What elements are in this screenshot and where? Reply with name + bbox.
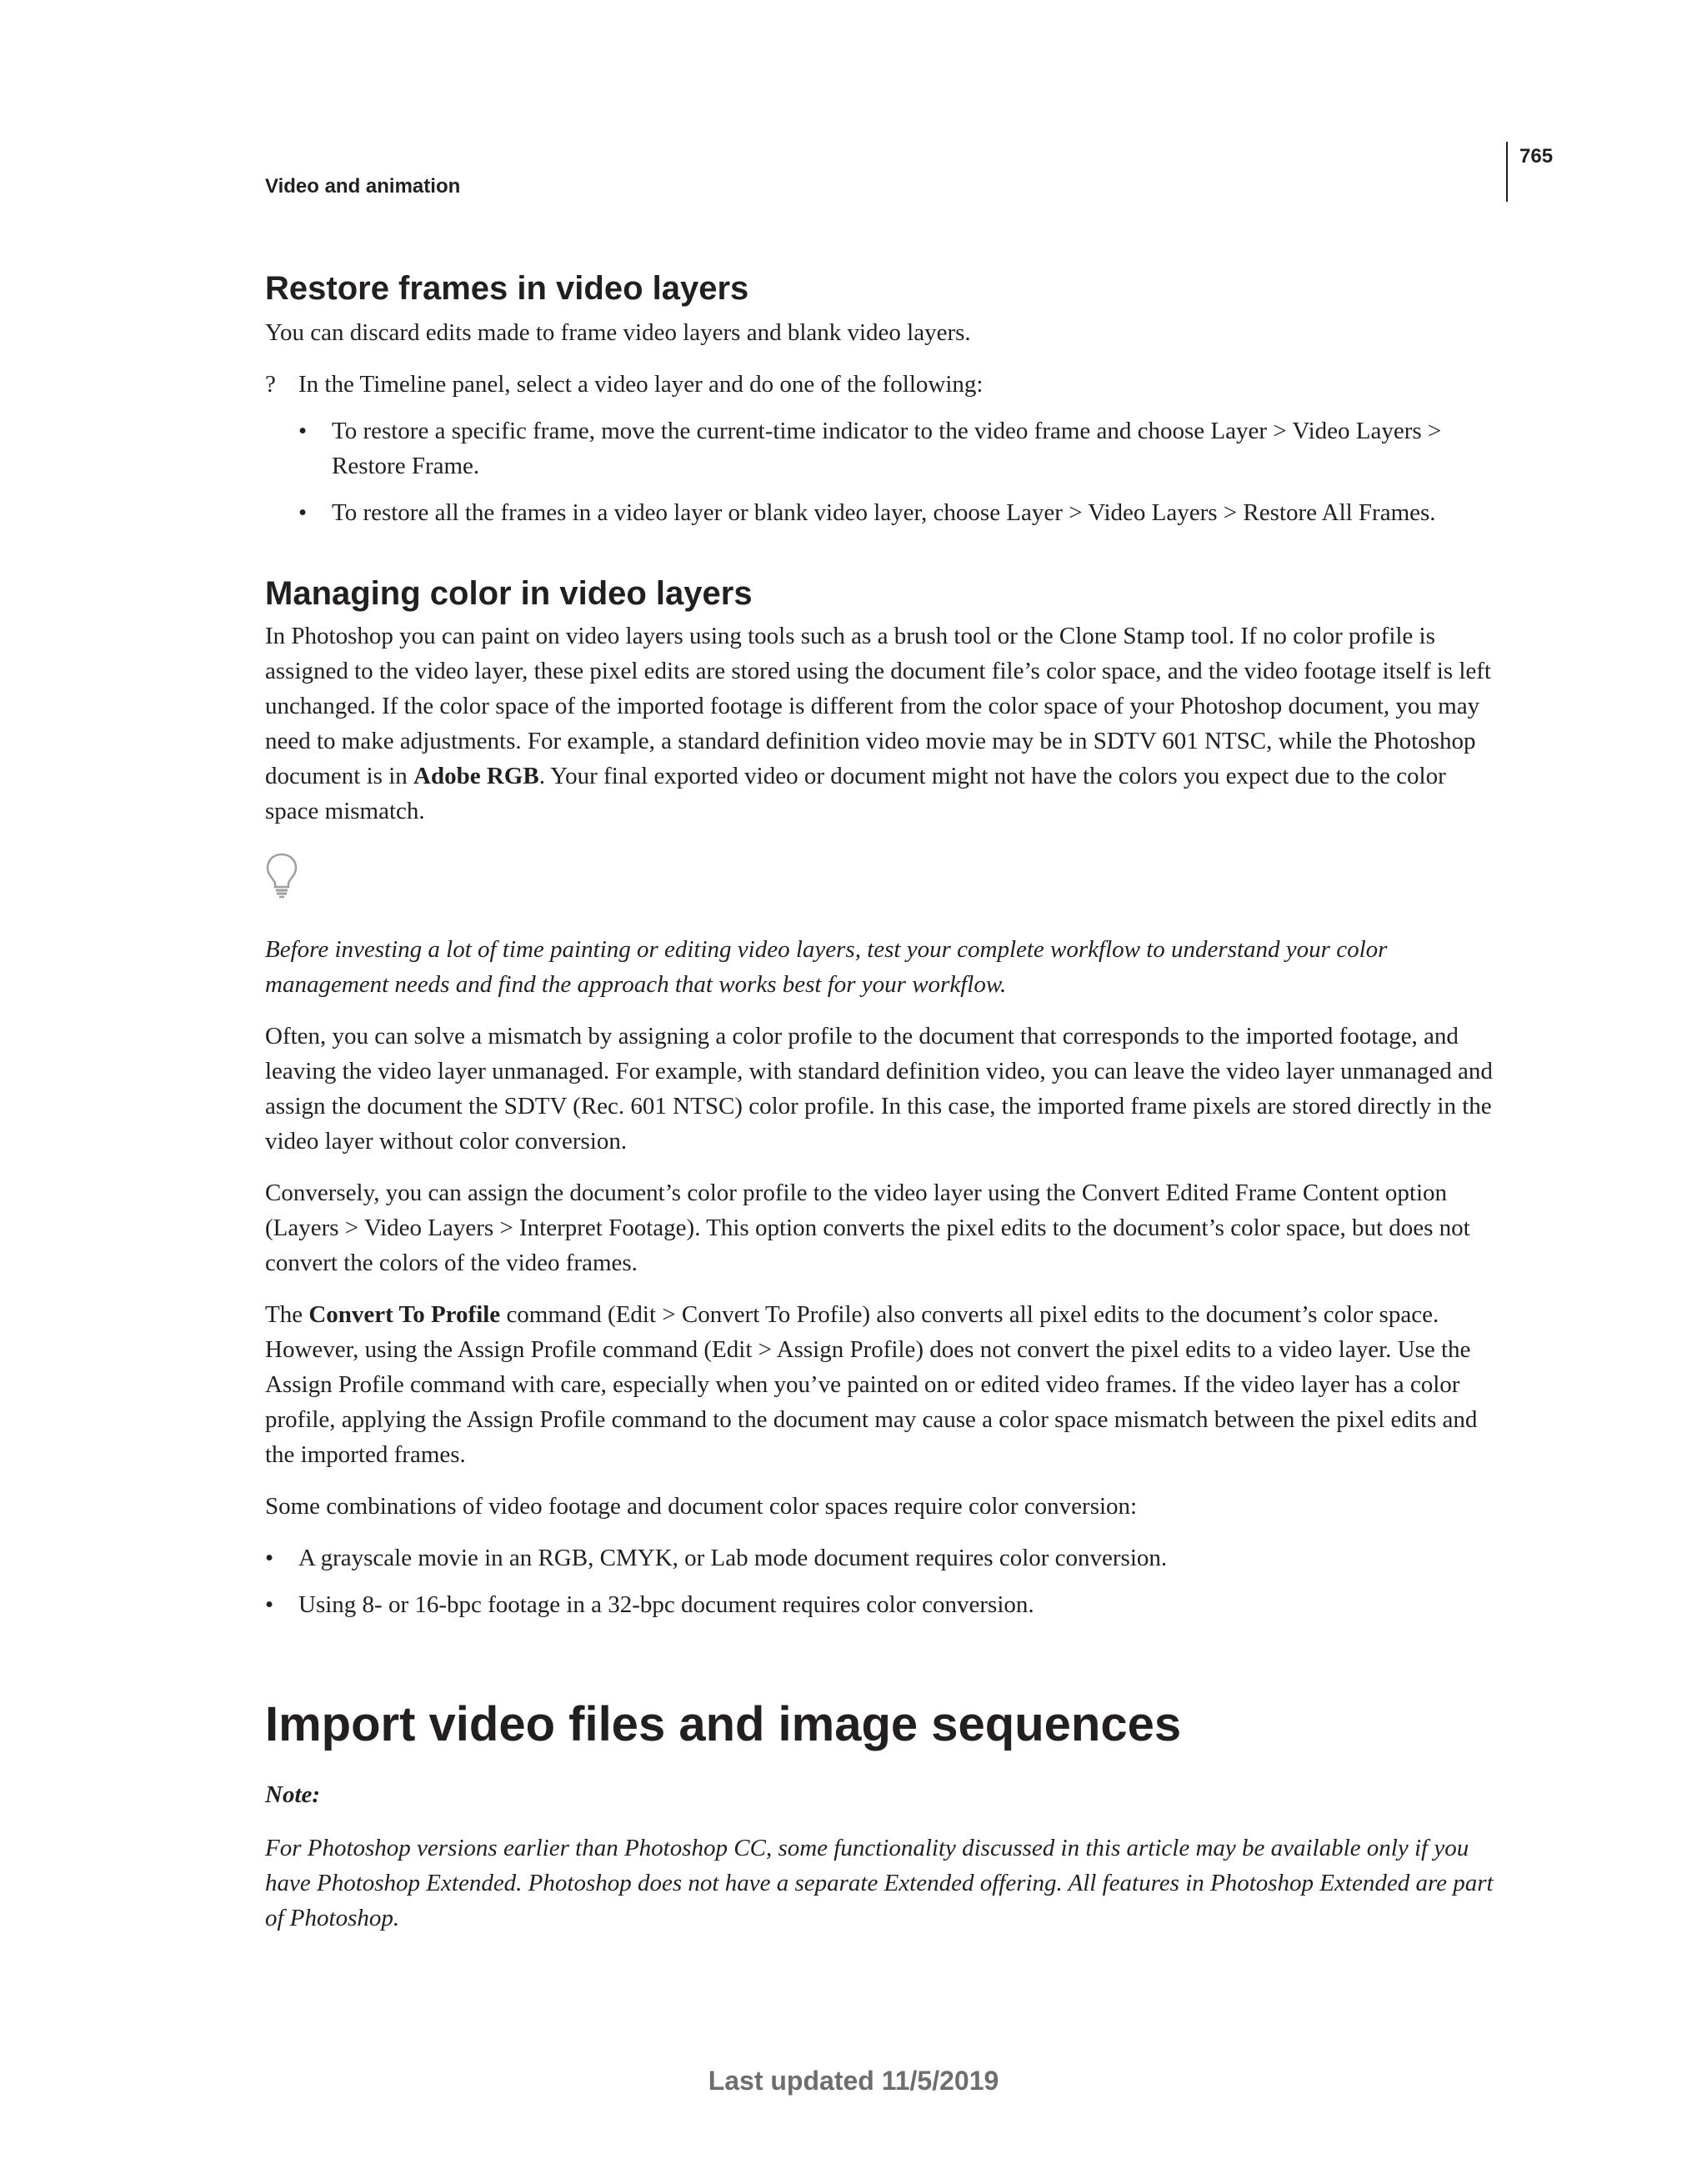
combinations-paragraph: Some combinations of video footage and document color spaces require color conversion:	[265, 1493, 1138, 1520]
section-heading-restore-frames: Restore frames in video layers	[265, 270, 749, 307]
restore-step	[265, 367, 1499, 402]
page-content	[265, 267, 1499, 1936]
step-marker: ?	[265, 371, 276, 398]
list-item-text: Using 8- or 16-bpc footage in a 32-bpc document requires color conversion.	[298, 1591, 1034, 1618]
list-item	[265, 1587, 1499, 1622]
conversion-bullet-list	[265, 1540, 1499, 1622]
bullet-dot: •	[298, 418, 308, 444]
last-updated-footer: Last updated 11/5/2019	[708, 2066, 999, 2096]
list-item-text: To restore all the frames in a video layer or blank video layer, choose Layer > Video Layers > Restore All Frames.	[332, 499, 1436, 526]
convert-to-profile-paragraph: The Convert To Profile command (Edit > Convert To Profile) also converts all pixel edits to the document’s color space. However, using the Assign Profile command (Edit > Assign Profile) does not convert the pixel edits to a video layer. Use the Assign Profile command with care, especially when you’ve painted on or edited video frames. If the video layer has a color profile, applying the Assign Profile command to the document may cause a color space mismatch between the pixel edits and the imported frames.	[265, 1301, 1478, 1468]
list-item-text: To restore a specific frame, move the current-time indicator to the video frame and choose Layer > Video Layers > Restore Frame.	[332, 418, 1442, 479]
list-item	[265, 495, 1499, 530]
restore-bullet-list	[265, 413, 1499, 530]
list-item-text: A grayscale movie in an RGB, CMYK, or Lab mode document requires color conversion.	[298, 1545, 1168, 1571]
running-head: Video and animation	[265, 175, 461, 198]
list-item	[265, 413, 1499, 483]
page-number: 765	[1519, 145, 1554, 168]
bullet-dot: •	[265, 1591, 274, 1618]
color-intro-paragraph: In Photoshop you can paint on video layers using tools such as a brush tool or the Clone Stamp tool. If no color profile is assigned to the video layer, these pixel edits are stored using the document file’s color space, and the video footage itself is left unchanged. If the color space of the imported footage is different from the color space of your Photoshop document, you may need to make adjustments. For example, a standard definition video movie may be in SDTV 601 NTSC, while the Photoshop document is in Adobe RGB. Your final exported video or document might not have the colors you expect due to the color space mismatch.	[265, 623, 1491, 824]
lightbulb-icon	[265, 852, 298, 899]
tip-block	[265, 852, 1499, 1002]
conversely-paragraph: Conversely, you can assign the document’s color profile to the video layer using the Convert Edited Frame Content option (Layers > Video Layers > Interpret Footage). This option converts the pixel edits to the document’s color space, but does not convert the colors of the video frames.	[265, 1180, 1470, 1276]
tip-text: Before investing a lot of time painting or editing video layers, test your complete workflow to understand your color management needs and find the approach that works best for your workflow.	[265, 936, 1388, 998]
restore-intro-paragraph: You can discard edits made to frame video layers and blank video layers.	[265, 319, 971, 346]
step-text: In the Timeline panel, select a video layer and do one of the following:	[298, 371, 984, 398]
mismatch-paragraph: Often, you can solve a mismatch by assigning a color profile to the document that corresponds to the imported footage, and leaving the video layer unmanaged. For example, with standard definition video, you can leave the video layer unmanaged and assign the document the SDTV (Rec. 601 NTSC) color profile. In this case, the imported frame pixels are stored directly in the video layer without color conversion.	[265, 1023, 1493, 1155]
section-heading-managing-color: Managing color in video layers	[265, 575, 753, 612]
chapter-heading-import-video: Import video files and image sequences	[265, 1697, 1182, 1751]
bullet-dot: •	[298, 499, 308, 526]
page-number-rule	[1506, 142, 1508, 202]
list-item	[265, 1540, 1499, 1575]
note-text: For Photoshop versions earlier than Photoshop CC, some functionality discussed in this article may be available only if you have Photoshop Extended. Photoshop does not have a separate Extended offering. All features in Photoshop Extended are part of Photoshop.	[265, 1835, 1494, 1931]
bullet-dot: •	[265, 1545, 274, 1571]
note-label: Note:	[265, 1781, 321, 1808]
